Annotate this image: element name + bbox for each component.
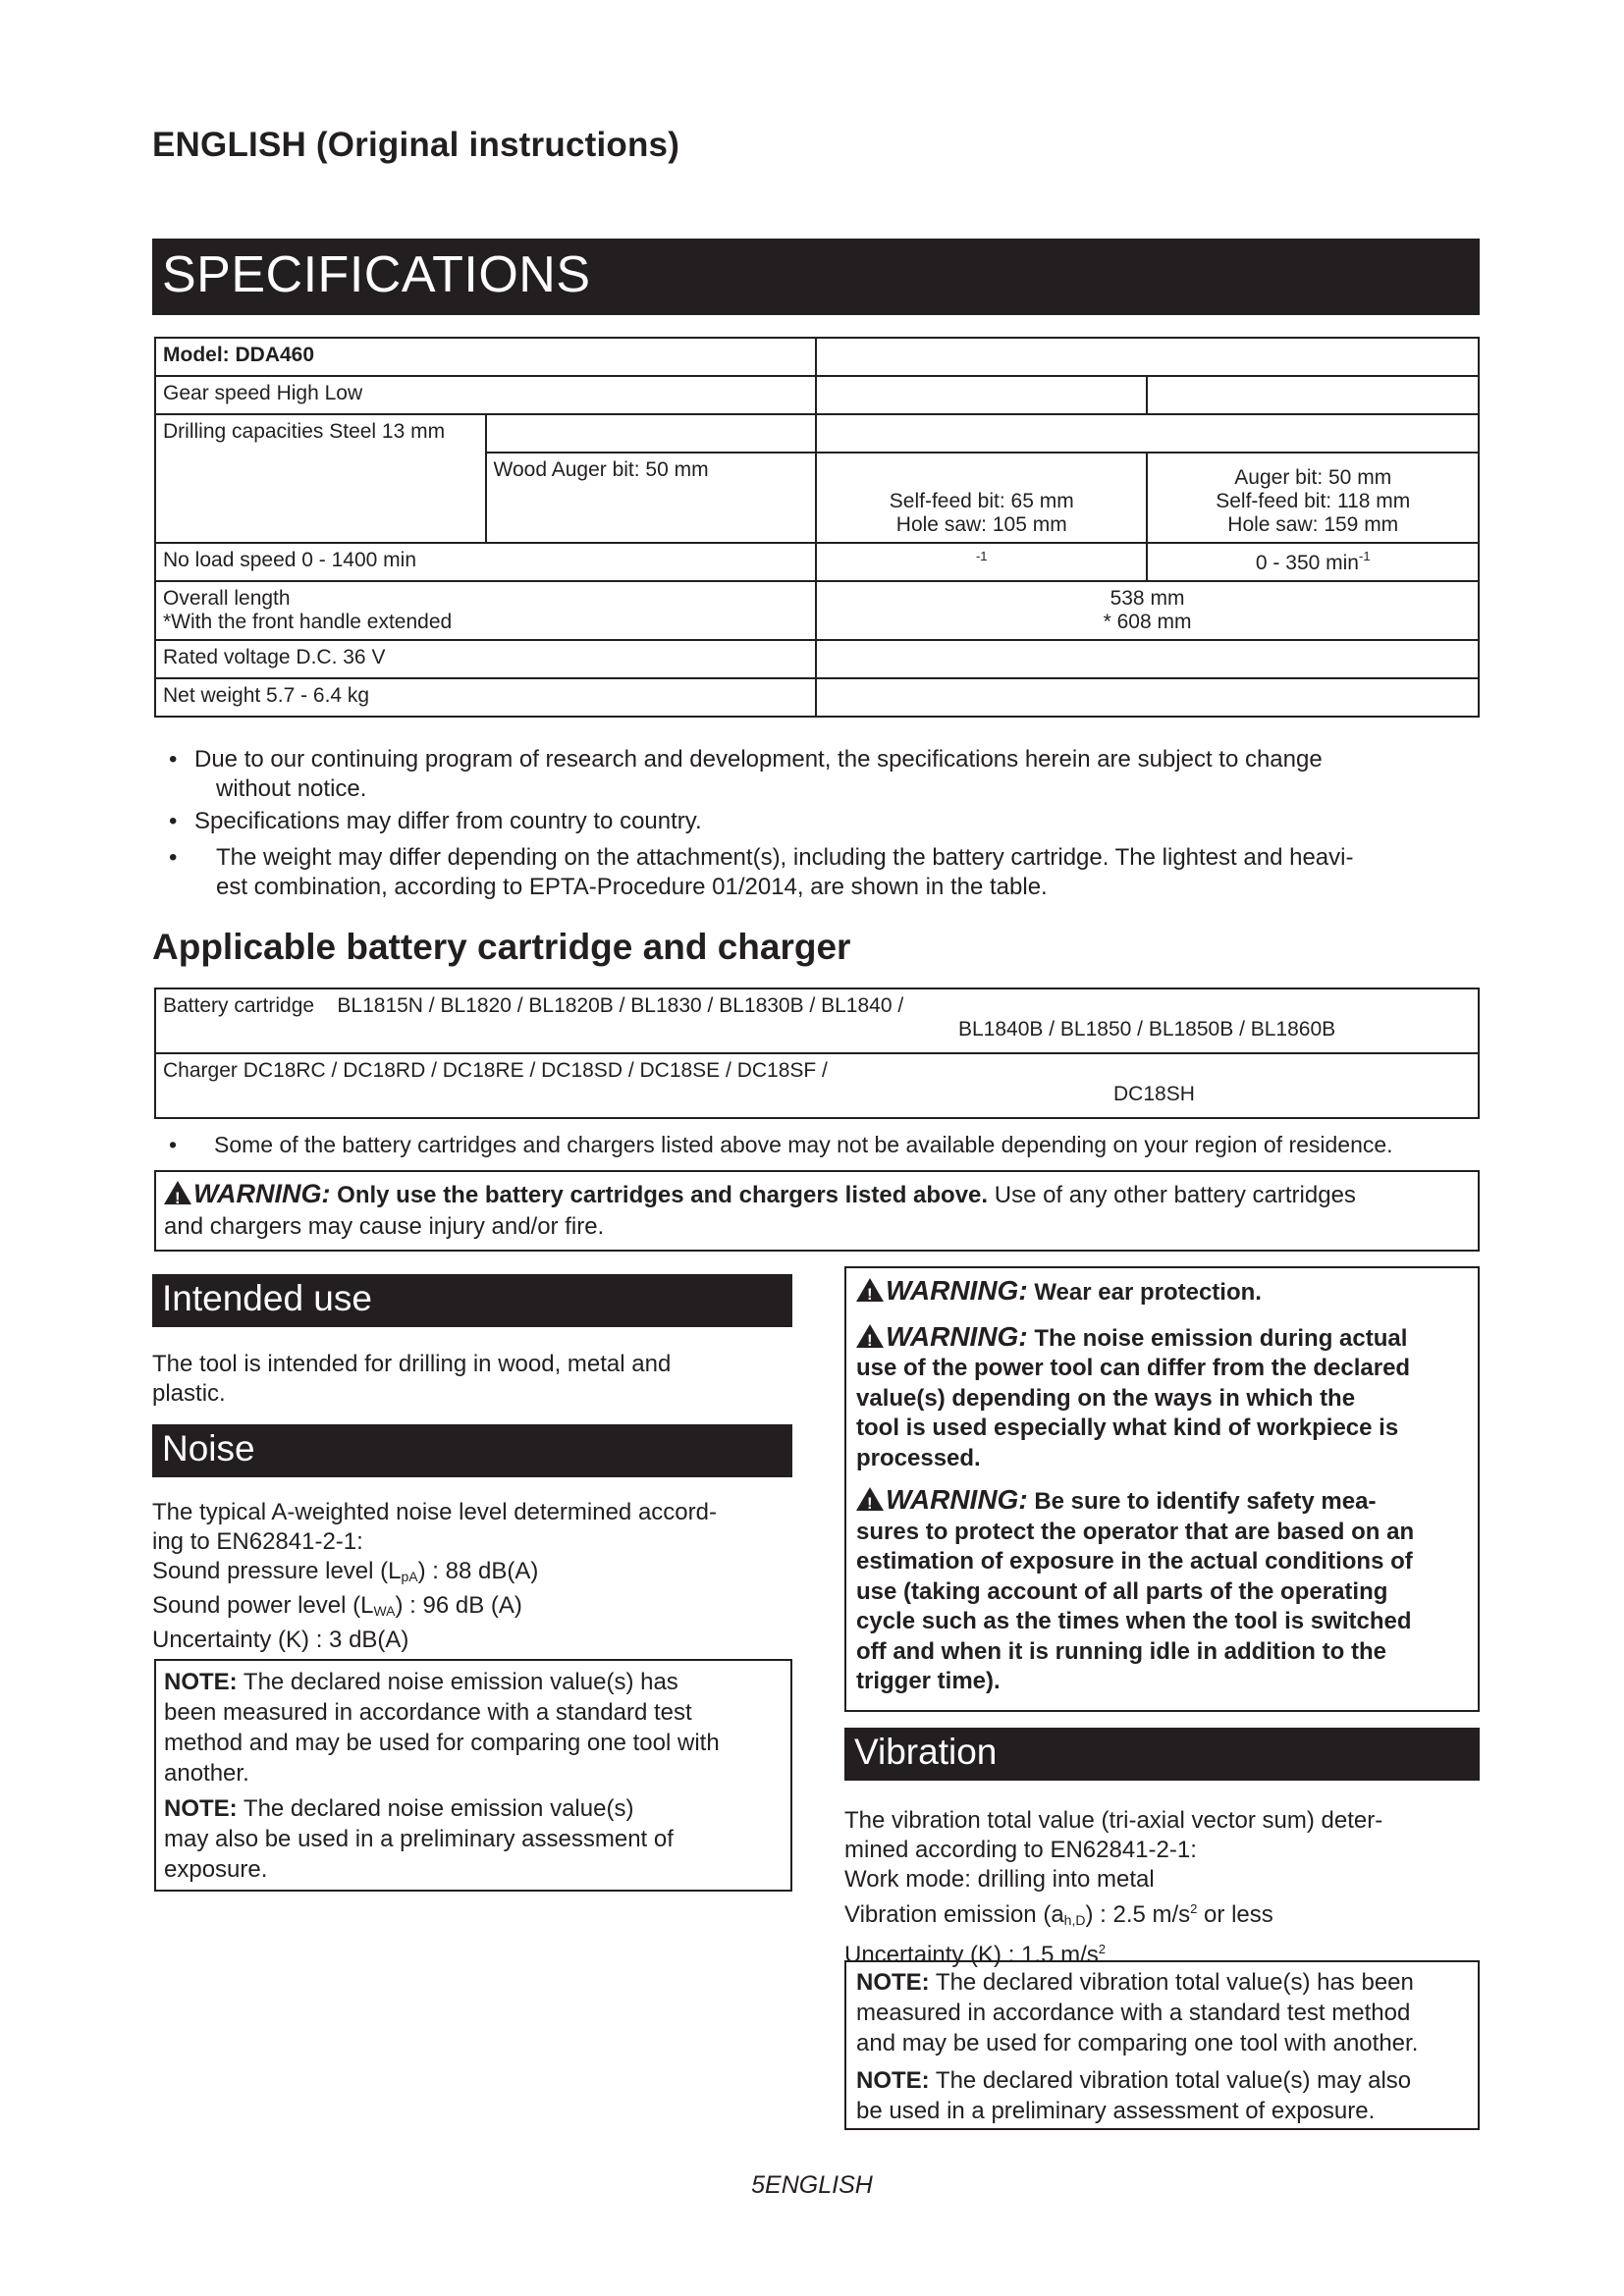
table-row — [155, 988, 1479, 1053]
noise-line2: ing to EN62841-2-1: — [152, 1528, 363, 1555]
battery-charger-line1: Charger DC18RC / DC18RD / DC18RE / DC18SD / DC18SE / DC18SF / — [163, 1059, 828, 1082]
intended-use-heading: Intended use — [152, 1274, 792, 1327]
spec-note-2-line1: Specifications may differ from country to country. — [194, 808, 702, 834]
table-row — [155, 1053, 1479, 1118]
vibration-note2-label: NOTE: — [856, 2067, 930, 2094]
battery-charger-cell — [155, 1053, 1479, 1118]
warning-noise-emission: !WARNING: The noise emission during actual use of the power tool can differ from the declared value(s) depending on the ways in which the tool is used especially what kind of workpiece is processed. — [856, 1322, 1468, 1474]
right-warnings-box — [844, 1266, 1480, 1712]
noise-note1-l4: another. — [164, 1760, 249, 1787]
spec-note-3-line2: est combination, according to EPTA-Procedure 01/2014, are shown in the table. — [216, 874, 1048, 900]
table-row — [155, 640, 1479, 678]
vibration-note-box: NOTE: The declared vibration total value(s) has been measured in accordance with a standard test method and may be used for comparing one tool with another. NOTE: The declared vibration total value(s) may also be used in a preliminary assessment of exposure. — [844, 1960, 1480, 2130]
noise-sound-power: Sound power level $(L_{WA})$ : 96 dB (A) — [152, 1592, 522, 1619]
spec-note-3-line1: The weight may differ depending on the attachment(s), including the battery cartridge. The lightest and heavi- — [216, 844, 1354, 871]
noise-power-sub: WA — [373, 1603, 396, 1619]
noise-note2-l3: exposure. — [164, 1856, 268, 1883]
noise-uncertainty: Uncertainty (K) : 3 dB(A) — [152, 1627, 409, 1653]
table-row — [155, 581, 1479, 640]
spec-note-1-line2: without notice. — [216, 775, 367, 802]
specifications-table — [154, 337, 1480, 718]
warning-icon — [856, 1487, 884, 1511]
noise-note2-label: NOTE: — [164, 1795, 238, 1822]
spec-overall-length-value: 538 mm — [1110, 587, 1185, 610]
warning-safety-measures: !WARNING: Be sure to identify safety mea- sures to protect the operator that are based on an estimation of exposure in the actual conditions of use (taking account of all parts of the operating cycle such as the times when the tool is switched off and when it is running idle in addition to the trigger time). — [856, 1485, 1468, 1697]
vibration-note1-label: NOTE: — [856, 1969, 930, 1996]
spec-overall-length-value-ext: * 608 mm — [1103, 611, 1192, 633]
spec-model: Model: DDA460 — [155, 338, 816, 376]
noise-line1: The typical A-weighted noise level determined accord- — [152, 1499, 717, 1525]
spec-overall-length-note: *With the front handle extended — [163, 611, 453, 633]
spec-overall-length-values — [816, 581, 1479, 640]
table-row — [155, 678, 1479, 717]
main-warning-text2: and chargers may cause injury and/or fire. — [164, 1213, 605, 1240]
vibration-line2: mined according to EN62841-2-1: — [844, 1837, 1197, 1863]
noise-note1-l2: been measured in accordance with a standard test — [164, 1699, 692, 1726]
noise-heading: Noise — [152, 1424, 792, 1477]
spec-note-1-line1: Due to our continuing program of research and development, the specifications herein are subject to change — [194, 746, 1323, 773]
noise-note-box — [154, 1659, 792, 1892]
spec-note-3: • The weight may differ depending on the attachment(s), including the battery cartridge. The lightest and heavi- est combination, according to EPTA-Procedure 01/2014, are shown in the table. — [169, 843, 1485, 902]
spec-wood-high-selffeed: Self-feed bit: 65 mm — [889, 490, 1074, 512]
spec-rated-voltage: Rated voltage D.C. 36 V — [155, 640, 816, 678]
spec-note-2: • Specifications may differ from country to country. — [169, 807, 1485, 836]
noise-note1-label: NOTE: — [164, 1669, 238, 1695]
main-warning-box — [154, 1170, 1480, 1252]
spec-wood-low-holesaw: Hole saw: 159 mm — [1227, 513, 1399, 536]
table-row — [155, 376, 1479, 414]
noise-note2-l2: may also be used in a preliminary assessment of — [164, 1826, 674, 1852]
warning-ear: !WARNING: Wear ear protection. — [856, 1276, 1468, 1308]
noise-note1-l1: The declared noise emission value(s) has — [243, 1669, 678, 1695]
spec-drilling-capacities: Drilling capacities Steel 13 mm — [155, 414, 486, 543]
spec-wood-low-auger: Auger bit: 50 mm — [1234, 466, 1392, 489]
specifications-heading: SPECIFICATIONS — [152, 239, 1480, 315]
main-warning-text1: Use of any other battery cartridges — [994, 1182, 1356, 1208]
warning-icon — [856, 1324, 884, 1348]
intended-use-text — [152, 1350, 671, 1409]
main-warning-label: WARNING: — [193, 1179, 331, 1208]
spec-overall-length-label: Overall length — [163, 587, 291, 610]
spec-no-load-low-value: 0 - 350 min — [1255, 552, 1359, 574]
spec-wood-high-holesaw: Hole saw: 105 mm — [895, 513, 1067, 536]
battery-charger-line2: DC18SH — [1113, 1083, 1195, 1105]
spec-net-weight: Net weight 5.7 - 6.4 kg — [155, 678, 816, 717]
page-footer: 5ENGLISH — [751, 2171, 873, 2199]
battery-heading: Applicable battery cartridge and charger — [152, 927, 851, 967]
intended-use-line2: plastic. — [152, 1380, 226, 1407]
warning-icon — [856, 1278, 884, 1302]
spec-overall-length — [155, 581, 816, 640]
vibration-work-mode: Work mode: drilling into metal — [844, 1866, 1155, 1893]
noise-text — [152, 1498, 717, 1655]
spec-wood-low — [1147, 453, 1479, 543]
vibration-heading: Vibration — [844, 1728, 1480, 1781]
spec-no-load-high-sup: -1 — [975, 549, 988, 563]
battery-note: • Some of the battery cartridges and chargers listed above may not be available depending on your region of residence. — [169, 1130, 1514, 1159]
spec-note-1: • Due to our continuing program of research and development, the specifications herein are subject to change without notice. — [169, 745, 1485, 804]
battery-note-text: Some of the battery cartridges and chargers listed above may not be available depending on your region of residence. — [214, 1132, 1393, 1157]
spec-wood-high — [816, 453, 1147, 543]
table-row — [155, 414, 1479, 453]
spec-no-load-speed: No load speed 0 - 1400 min — [155, 543, 816, 581]
spec-no-load-low-sup: -1 — [1358, 549, 1371, 563]
spec-wood: Wood Auger bit: 50 mm — [486, 453, 816, 543]
page-language-title: ENGLISH (Original instructions) — [152, 126, 680, 164]
battery-cartridge-cell — [155, 988, 1479, 1053]
noise-sound-pressure: Sound pressure level $(L_{pA})$ : 88 dB(A) — [152, 1558, 539, 1584]
vibration-emission: Vibration emission $(a_{h,D})$ : 2.5 $m/s^2$ or less — [844, 1901, 1273, 1928]
vibration-line1: The vibration total value (tri-axial vector sum) deter- — [844, 1807, 1383, 1834]
warning-icon — [164, 1181, 191, 1204]
noise-note1-l3: method and may be used for comparing one tool with — [164, 1730, 720, 1756]
intended-use-line1: The tool is intended for drilling in wood, metal and — [152, 1351, 672, 1377]
vibration-text — [844, 1806, 1382, 1970]
noise-pressure-sub: pA — [401, 1569, 418, 1584]
table-row — [155, 338, 1479, 376]
battery-table — [154, 988, 1480, 1119]
spec-no-load-low — [1147, 543, 1479, 581]
vibration-uncertainty: Uncertainty (K) : 1.5 $m/s^2$ — [844, 1942, 1106, 1968]
spec-gear-speed: Gear speed High Low — [155, 376, 816, 414]
warning-ear-text: Wear ear protection. — [1034, 1279, 1262, 1306]
battery-cartridge-line2: BL1840B / BL1850 / BL1850B / BL1860B — [958, 1018, 1336, 1041]
battery-cartridge-line1: Battery cartridge BL1815N / BL1820 / BL1820B / BL1830 / BL1830B / BL1840 / — [163, 994, 904, 1017]
main-warning-bold: Only use the battery cartridges and chargers listed above. — [337, 1182, 989, 1208]
table-row — [155, 543, 1479, 581]
spec-wood-low-selffeed: Self-feed bit: 118 mm — [1216, 490, 1411, 512]
noise-note2-l1: The declared noise emission value(s) — [243, 1795, 634, 1822]
